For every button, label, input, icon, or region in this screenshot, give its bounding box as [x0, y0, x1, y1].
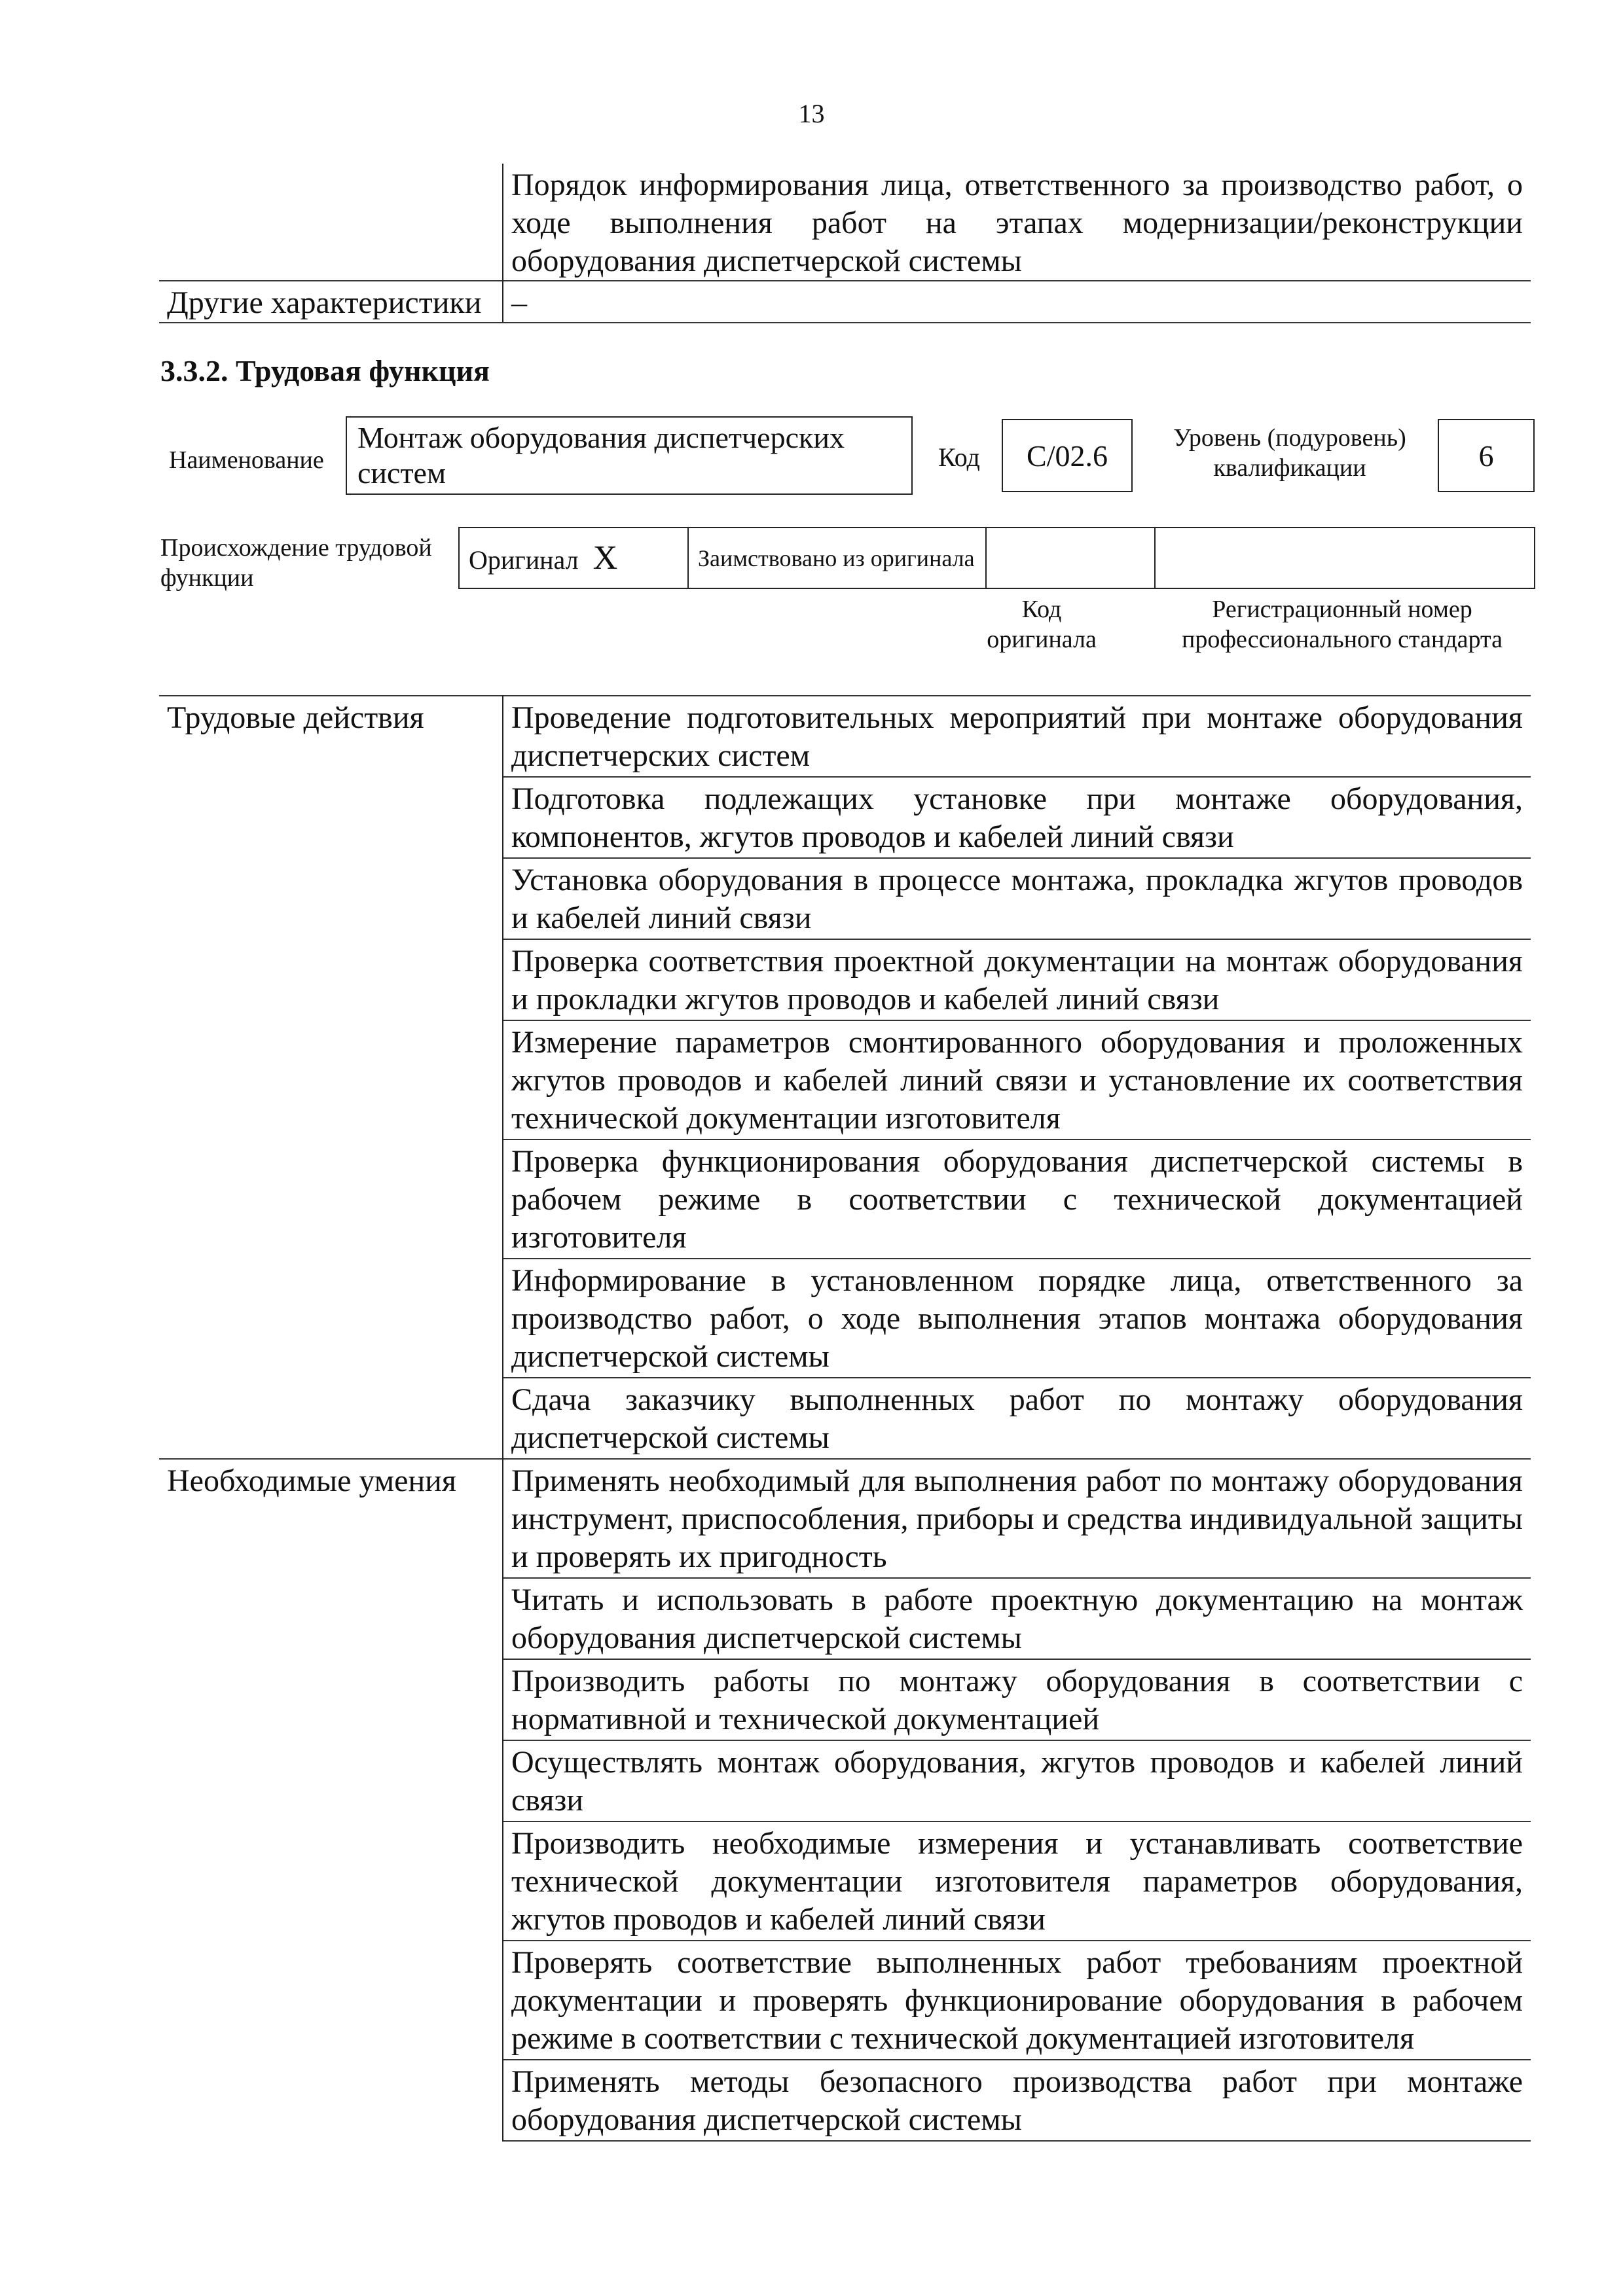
skill-item: Производить необходимые измерения и устанавливать соответствие технической документации изготовителя параметров оборудования, жгутов проводов и кабелей линий связи	[503, 1821, 1531, 1941]
original-cell	[459, 528, 688, 588]
labor-action-item: Проверка функционирования оборудования диспетчерской системы в рабочем режиме в соответствии с технической документацией изготовителя	[503, 1139, 1531, 1259]
name-value-box: Монтаж оборудования диспетчерских систем	[346, 416, 913, 495]
original-code-cell	[986, 528, 1155, 588]
skill-item-row	[159, 1459, 1531, 1578]
other-characteristics-value: –	[503, 281, 1531, 323]
labor-action-item: Подготовка подлежащих установке при монтаже оборудования, компонентов, жгутов проводов и кабелей линий связи	[503, 777, 1531, 858]
skill-item: Читать и использовать в работе проектную документацию на монтаж оборудования диспетчерской системы	[503, 1578, 1531, 1659]
skills-label: Необходимые умения	[159, 1459, 503, 2141]
origin-table	[458, 527, 1535, 589]
registration-number-cell	[1155, 528, 1535, 588]
labor-action-item: Сдача заказчику выполненных работ по монтажу оборудования диспетчерской системы	[503, 1378, 1531, 1459]
other-characteristics-label: Другие характеристики	[159, 281, 503, 323]
borrowed-cell: Заимствовано из оригинала	[688, 528, 986, 588]
labor-actions-section	[159, 696, 1531, 1459]
labor-action-item: Проведение подготовительных мероприятий при монтаже оборудования диспетчерских систем	[503, 696, 1531, 777]
labor-action-item-row	[159, 696, 1531, 777]
level-label: Уровень (подуровень) квалификации	[1173, 424, 1406, 482]
code-original-caption: Код оригинала	[987, 596, 1097, 653]
section-title: 3.3.2. Трудовая функция	[160, 354, 490, 387]
skill-item: Проверять соответствие выполненных работ требованиям проектной документации и проверять функционирование оборудования в рабочем режиме в соответствии с технической документацией изготовителя	[503, 1941, 1531, 2060]
previous-table-continuation	[159, 164, 1531, 323]
page-number: 13	[798, 99, 825, 128]
registration-number-caption: Регистрационный номер профессионального стандарта	[1182, 596, 1503, 653]
code-value-box: С/02.6	[1002, 419, 1133, 492]
labor-action-item: Установка оборудования в процессе монтажа, прокладка жгутов проводов и кабелей линий связи	[503, 858, 1531, 939]
labor-actions-label: Трудовые действия	[159, 696, 503, 1459]
name-label: Наименование	[169, 446, 324, 474]
skills-section	[159, 1459, 1531, 2141]
skill-item: Осуществлять монтаж оборудования, жгутов проводов и кабелей линий связи	[503, 1740, 1531, 1821]
skill-item: Применять необходимый для выполнения работ по монтажу оборудования инструмент, приспособления, приборы и средства индивидуальной защиты и проверять их пригодность	[503, 1459, 1531, 1578]
code-label: Код	[938, 442, 980, 472]
skill-item: Применять методы безопасного производства работ при монтаже оборудования диспетчерской системы	[503, 2060, 1531, 2141]
labor-action-item: Проверка соответствия проектной документации на монтаж оборудования и прокладки жгутов проводов и кабелей линий связи	[503, 939, 1531, 1020]
continuation-text: Порядок информирования лица, ответственного за производство работ, о ходе выполнения работ на этапах модернизации/реконструкции оборудования диспетчерской системы	[503, 164, 1531, 281]
original-label: Оригинал	[469, 545, 579, 575]
empty-label-cell	[159, 164, 503, 281]
labor-action-item: Измерение параметров смонтированного оборудования и проложенных жгутов проводов и кабелей линий связи и установление их соответствия технической документации изготовителя	[503, 1020, 1531, 1139]
original-mark: X	[593, 539, 618, 577]
level-value-box: 6	[1438, 419, 1535, 492]
labor-action-item: Информирование в установленном порядке лица, ответственного за производство работ, о ходе выполнения этапов монтажа оборудования диспетчерской системы	[503, 1259, 1531, 1378]
origin-label: Происхождение трудовой функции	[160, 534, 432, 592]
labor-function-table	[159, 695, 1531, 2142]
skill-item: Производить работы по монтажу оборудования в соответствии с нормативной и технической документацией	[503, 1659, 1531, 1740]
